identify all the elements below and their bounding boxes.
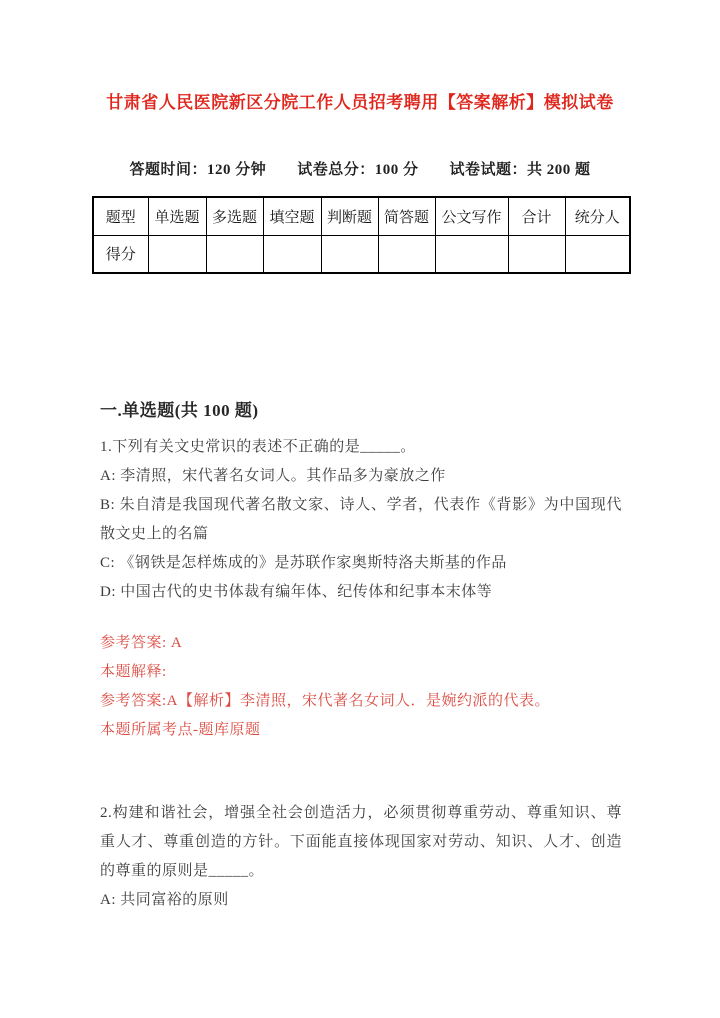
score-cell-empty <box>321 235 378 273</box>
doc-title: 甘肃省人民医院新区分院工作人员招考聘用【答案解析】模拟试卷 <box>106 93 614 112</box>
question-2-block <box>100 799 622 915</box>
header-cell-total: 合计 <box>508 197 565 235</box>
score-row-label: 得分 <box>93 235 148 273</box>
answer-block <box>100 629 622 716</box>
header-cell-fill-blank: 填空题 <box>263 197 321 235</box>
reference-answer: 参考答案: A <box>100 635 183 651</box>
score-cell-empty <box>148 235 206 273</box>
score-cell-empty <box>378 235 435 273</box>
option-c: C: 《钢铁是怎样炼成的》是苏联作家奥斯特洛夫斯基的作品 <box>100 555 507 571</box>
explanation-label: 本题解释: <box>100 664 167 680</box>
score-cell-empty <box>435 235 508 273</box>
header-cell-single-choice: 单选题 <box>148 197 206 235</box>
score-cell-empty <box>565 235 630 273</box>
header-cell-multi-choice: 多选题 <box>206 197 263 235</box>
score-table-header-row <box>93 197 630 235</box>
option-b: B: 朱自清是我国现代著名散文家、诗人、学者，代表作《背影》为中国现代散文史上的名篇 <box>100 497 622 542</box>
question-source-line: 本题所属考点-题库原题 <box>100 722 261 738</box>
question-stem: 2.构建和谐社会，增强全社会创造活力，必须贯彻尊重劳动、尊重知识、尊重人才、尊重创造的方针。下面能直接体现国家对劳动、知识、人才、创造的尊重的原则是_____。 <box>100 805 622 879</box>
score-table <box>92 196 631 274</box>
header-cell-short-answer: 简答题 <box>378 197 435 235</box>
question-area <box>100 433 622 915</box>
score-cell-empty <box>508 235 565 273</box>
explanation-text: 参考答案:A【解析】李清照，宋代著名女词人．是婉约派的代表。 <box>100 693 551 709</box>
score-table-score-row <box>93 235 630 273</box>
score-cell-empty <box>206 235 263 273</box>
header-cell-true-false: 判断题 <box>321 197 378 235</box>
option-a: A: 共同富裕的原则 <box>100 892 229 908</box>
option-a: A: 李清照，宋代著名女词人。其作品多为豪放之作 <box>100 468 446 484</box>
header-cell-official-writing: 公文写作 <box>435 197 508 235</box>
option-d: D: 中国古代的史书体裁有编年体、纪传体和纪事本末体等 <box>100 584 493 600</box>
score-cell-empty <box>263 235 321 273</box>
header-cell-score-counter: 统分人 <box>565 197 630 235</box>
exam-meta-line: 答题时间：120 分钟 试卷总分：100 分 试卷试题：共 200 题 <box>129 162 591 178</box>
question-stem: 1.下列有关文史常识的表述不正确的是_____。 <box>100 439 416 455</box>
question-1-block <box>100 433 622 745</box>
section-heading-single-choice: 一.单选题(共 100 题) <box>100 401 259 420</box>
header-cell-question-type: 题型 <box>93 197 148 235</box>
